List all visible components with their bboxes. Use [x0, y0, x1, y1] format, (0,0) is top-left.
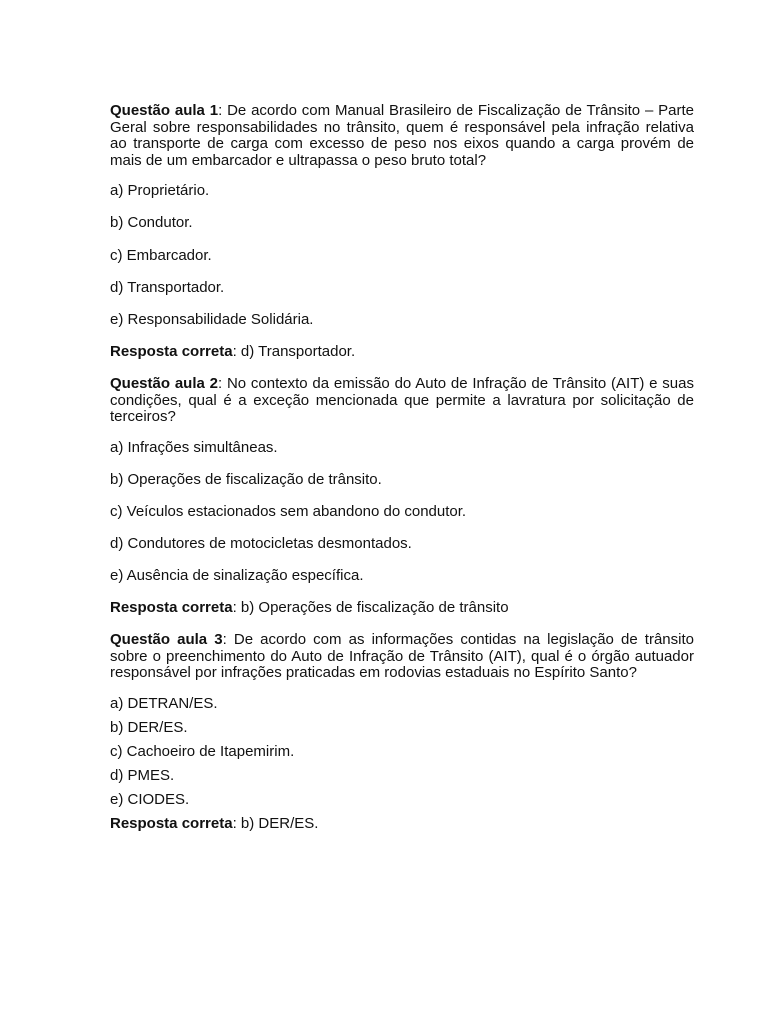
option-e: e) Responsabilidade Solidária. — [110, 310, 314, 328]
correct-answer — [110, 600, 694, 617]
answer-label: Resposta correta — [110, 599, 233, 617]
question-body: : De acordo com as informações contidas na legislação de trânsito sobre o preenchimento do Auto de Infração de Trânsito (AIT), qual é o órgão autuador responsável por infrações praticadas em rodovias estaduais no Espírito Santo? — [110, 631, 694, 682]
question-block-1 — [110, 103, 694, 360]
question-body: : De acordo com Manual Brasileiro de Fiscalização de Trânsito – Parte Geral sobre responsabilidades no trânsito, quem é responsável pela infração relativa ao transporte de carga com excesso de peso nos eixos quando a carga provém de mais de um embarcador e ultrapassa o peso bruto total? — [110, 102, 694, 169]
option-c: c) Embarcador. — [110, 246, 212, 264]
question-text — [110, 632, 694, 682]
option-a: a) Proprietário. — [110, 182, 210, 200]
option-a: a) Infrações simultâneas. — [110, 438, 278, 456]
option-d: d) Transportador. — [110, 278, 225, 296]
question-text — [110, 103, 694, 169]
correct-answer — [110, 816, 694, 833]
option-e: e) CIODES. — [110, 791, 190, 808]
answer-value: : b) DER/ES. — [232, 814, 319, 832]
document-page — [110, 103, 694, 833]
option-d: d) PMES. — [110, 767, 175, 785]
answer-value: : d) Transportador. — [232, 342, 356, 360]
answer-label: Resposta correta — [110, 342, 233, 360]
option-d: d) Condutores de motocicletas desmontados. — [110, 535, 412, 552]
option-b: b) Operações de fiscalização de trânsito. — [110, 470, 382, 488]
question-label: Questão aula 1 — [110, 102, 219, 119]
question-text — [110, 376, 694, 426]
option-c: c) Cachoeiro de Itapemirim. — [110, 743, 295, 761]
correct-answer — [110, 344, 694, 361]
question-label: Questão aula 2 — [110, 374, 218, 392]
question-block-2 — [110, 376, 694, 617]
answer-label: Resposta correta — [110, 814, 233, 832]
question-label: Questão aula 3 — [110, 631, 223, 649]
option-b: b) DER/ES. — [110, 719, 188, 737]
question-block-3 — [110, 632, 694, 832]
option-a: a) DETRAN/ES. — [110, 695, 218, 713]
option-c: c) Veículos estacionados sem abandono do condutor. — [110, 502, 467, 520]
option-e: e) Ausência de sinalização específica. — [110, 567, 364, 585]
answer-value: : b) Operações de fiscalização de trânsito — [232, 599, 509, 617]
option-b: b) Condutor. — [110, 214, 193, 232]
question-body: : No contexto da emissão do Auto de Infração de Trânsito (AIT) e suas condições, qual é a exceção mencionada que permite a lavratura por solicitação de terceiros? — [110, 374, 694, 426]
